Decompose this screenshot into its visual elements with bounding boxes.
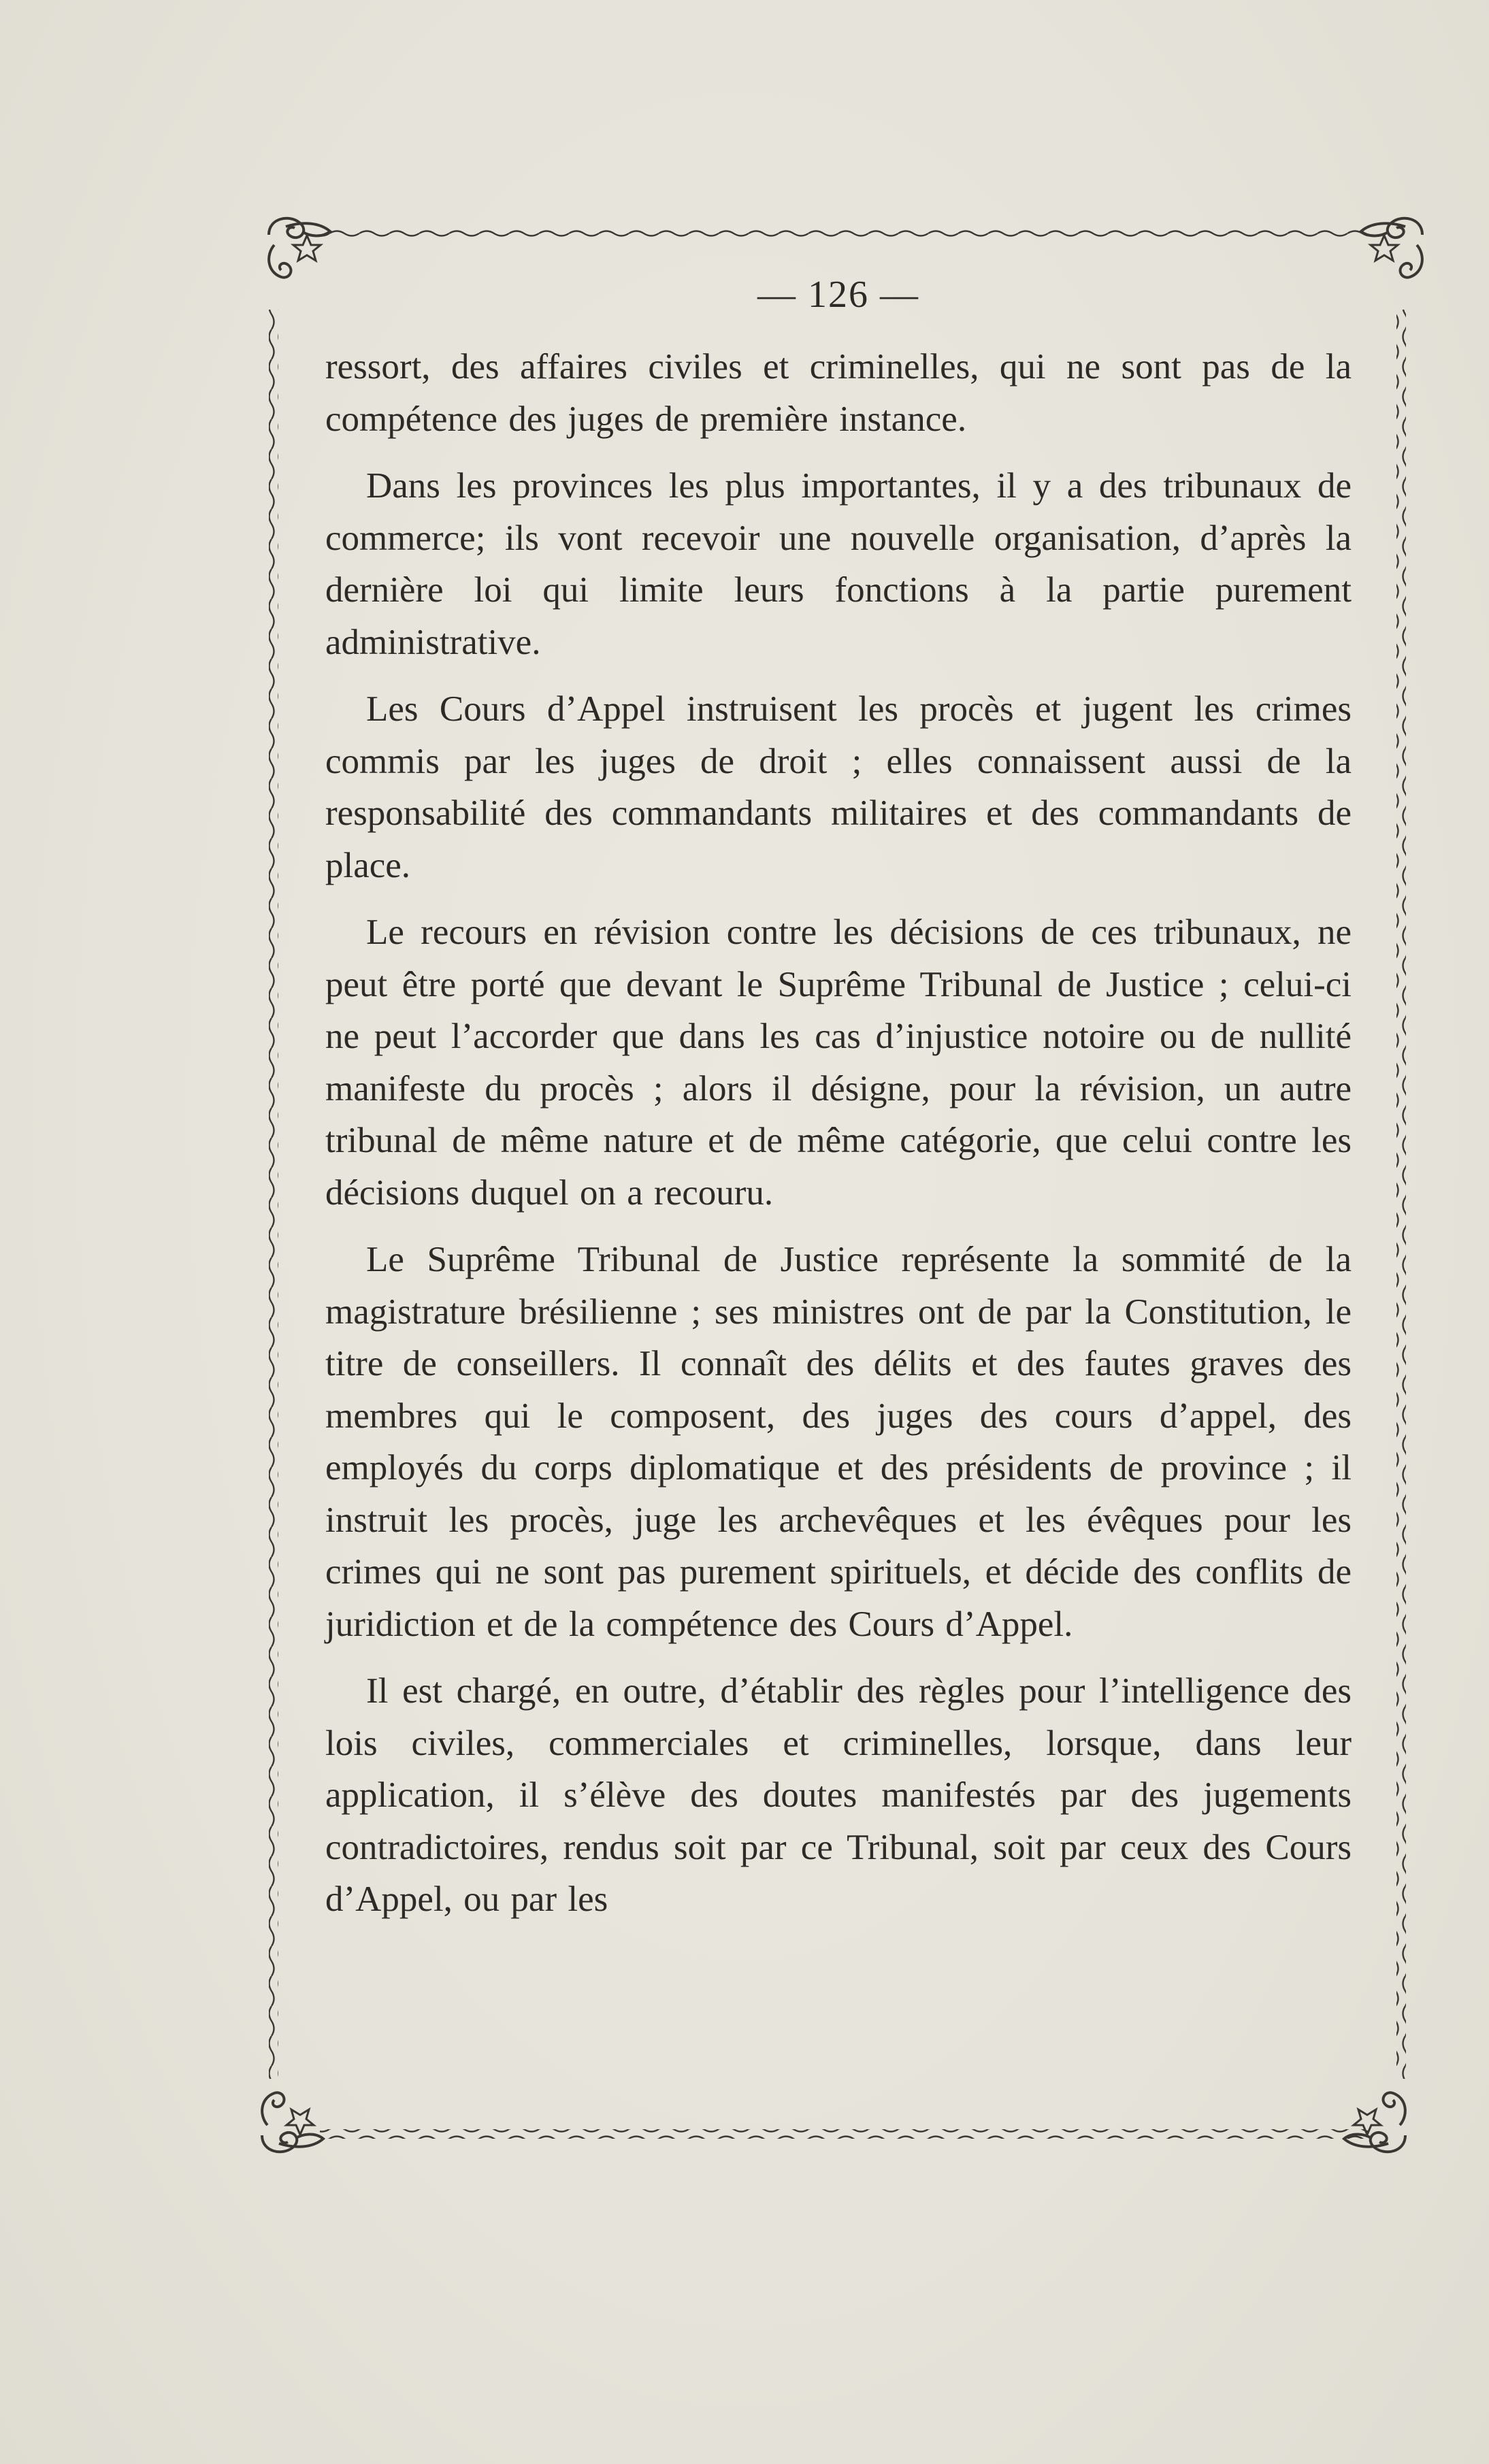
paragraph: ressort, des affaires civiles et criminelles, qui ne sont pas de la compétence des juges de première instance. (325, 347, 1352, 439)
paragraph: Dans les provinces les plus importantes, il y a des tribunaux de commerce; ils vont recevoir une nouvelle organisation, d’après la dernière loi qui limite leurs fonctions à la partie purement administrative. (325, 466, 1352, 662)
paragraph: Les Cours d’Appel instruisent les procès et jugent les crimes commis par les juges de droit ; elles connaissent aussi de la responsabilité des commandants militaires et des commandants de place. (325, 689, 1352, 885)
frame-left-border (269, 310, 278, 2079)
frame-bottom-border (320, 2129, 1368, 2139)
paragraph: Il est chargé, en outre, d’établir des règles pour l’intelligence des lois civiles, commerciales et criminelles, lorsque, dans leur application, il s’élève des doutes manifestés par des jugements contradictoires, rendus soit par ce Tribunal, soit par ceux des Cours d’Appel, ou par les (325, 1671, 1352, 1919)
ornament-corner-icon (269, 218, 330, 278)
frame-top-border (320, 230, 1368, 240)
ornament-corner-icon (1361, 218, 1422, 278)
page-number: — 126 — (757, 274, 919, 316)
paragraph: Le recours en révision contre les décisions de ces tribunaux, ne peut être porté que devant le Suprême Tribunal de Justice ; celui-ci ne peut l’accorder que dans les cas d’injustice notoire ou de nullité manifeste du procès ; alors il désigne, pour la révision, un autre tribunal de même nature et de même catégorie, que celui contre les décisions duquel on a recouru. (325, 913, 1352, 1213)
frame-right-border (1396, 310, 1406, 2079)
paragraph: Le Suprême Tribunal de Justice représente la sommité de la magistrature brésilienne ; ses ministres ont de par la Constitution, le titre de conseillers. Il connaît des délits et des fautes graves des membres qui le composent, des juges des cours d’appel, des employés du corps diplomatique et des présidents de province ; il instruit les procès, juge les archevêques et les évêques pour les crimes qui ne sont pas purement spirituels, et décide des conflits de juridiction et de la compétence des Cours d’Appel. (325, 1240, 1352, 1644)
ornament-corner-icon (1344, 2092, 1405, 2152)
page-text-block (325, 276, 1352, 1941)
ornament-corner-icon (262, 2092, 323, 2152)
